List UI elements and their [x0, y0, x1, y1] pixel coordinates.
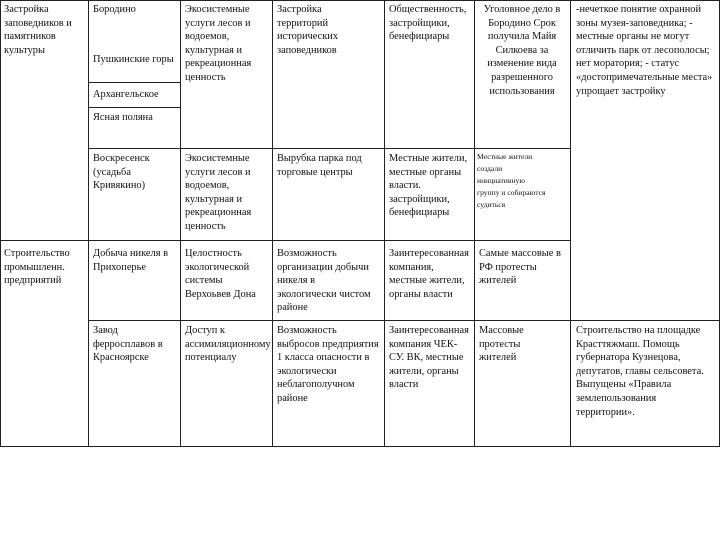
table-rule [88, 0, 89, 447]
notes-cell: -нечеткое понятие охранной зоны музея-заповедника; - местные органы не могут отличить парк от лесополосы; нет моратория; - статус «достопримечательные места» упрощает застройку [576, 4, 713, 97]
site-cell: Добыча никеля в Прихоперье [93, 248, 168, 273]
site-cell: Пушкинские горы [93, 54, 174, 65]
table-rule [88, 148, 570, 149]
category-cell: Застройка заповедников и памятников культуры [4, 4, 72, 56]
resource-cell: Экосистемные услуги лесов и водоемов, культурная и рекреационная ценность [185, 153, 252, 232]
cause-cell: Возможность организации добычи никеля в экологически чистом районе [277, 248, 371, 314]
resource-cell: Экосистемные услуги лесов и водоемов, культурная и рекреационная ценность [185, 4, 252, 83]
site-cell: Бородино [93, 4, 136, 15]
table-rule [88, 320, 720, 321]
site-cell: Воскресенск (усадьба Кривякино) [93, 153, 150, 192]
table-rule [88, 107, 180, 108]
table-rule [570, 0, 571, 447]
cause-cell: Возможность выбросов предприятия 1 класса опасности в экологически неблагополучном районе [277, 325, 379, 404]
site-cell: Архангельское [93, 89, 159, 100]
cause-cell: Застройка территорий исторических заповедников [277, 4, 339, 56]
table-rule [0, 446, 720, 447]
stakeholders-cell: Местные жители, местные органы власти. застройщики, бенефициары [389, 153, 468, 219]
table-rule [0, 0, 1, 447]
site-cell: Завод ферросплавов в Красноярске [93, 325, 163, 364]
site-cell: Ясная поляна [93, 112, 153, 123]
table-rule [0, 0, 720, 1]
table-rule [474, 0, 475, 447]
table-rule [88, 82, 180, 83]
cause-cell: Вырубка парка под торговые центры [277, 153, 362, 178]
stakeholders-cell: Заинтересованная компания ЧЕК-СУ. ВК, местные жители, органы власти [389, 325, 469, 391]
table-rule [180, 0, 181, 447]
outcome-cell: Уголовное дело в Бородино Срок получила Майя Силкоева за изменение вида разрешенного использования [483, 4, 561, 97]
table-rule [0, 240, 570, 241]
table-rule [384, 0, 385, 447]
outcome-cell: Массовые протесты жителей [479, 325, 524, 364]
notes-cell: Строительство на площадке Красттяжмаш. Помощь губернатора Кузнецова, депутатов, главы сельсовета. Выпущены «Правила землепользования территории». [576, 325, 704, 418]
stakeholders-cell: Общественность, застройщики, бенефициары [389, 4, 467, 43]
outcome-cell: Самые массовые в РФ протесты жителей [479, 248, 561, 287]
outcome-cell: Местные жители создали инициативную группу и собираются судиться [477, 152, 546, 209]
table-rule [272, 0, 273, 447]
stakeholders-cell: Заинтересованная компания, местные жители, органы власти [389, 248, 469, 300]
resource-cell: Целостность экологической системы Верхоьвев Дона [185, 248, 256, 300]
category-cell: Строительство промышленн. предприятий [4, 248, 70, 287]
resource-cell: Доступ к ассимиляционному потенциалу [185, 325, 271, 364]
